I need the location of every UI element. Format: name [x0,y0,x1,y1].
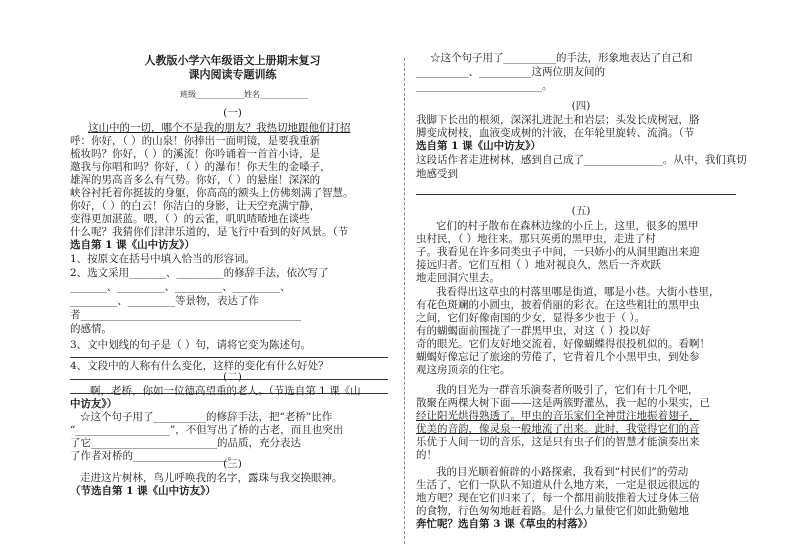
question-1: 1、按原文在括号中填入恰当的形容词。 [70,253,256,265]
section-2-heading: (二) [223,371,242,383]
passage-5-line: 有的蝴蝎面前围拢了一群黑甲虫，对这（ ）投以好 [416,325,651,337]
passage-5-line: 地方吧？现在它们归来了，每一个都用前肢推着大过身体三倍 [416,492,700,504]
passage-4-question: 这段话作者走进树林，感到自己成了_______________。从中，我们真切 [416,154,747,166]
class-name-line: 班级____________姓名____________ [180,90,308,99]
passage-2-source: 中访友》） [70,398,118,410]
passage-2-line: 啊，老桥，你如一位德高望重的老人。（节选自第 1 课《山 [90,385,361,397]
section-3-heading: (三) [223,458,242,470]
question-4: 4、文段中的人称有什么变化，这样的变化有什么好处？ [70,360,329,372]
passage-5-line: 地走回洞穴里去。 [416,272,500,284]
passage-3-question: ________________________。 [416,80,553,92]
section-4-heading: (四) [571,100,591,112]
question-2-line: 者__________________________________________ [70,309,301,321]
passage-5-line: 散聚在两棵大树下面——这是两簇野灌丛，我一起的小果实，已 [416,397,710,409]
passage-5-line: 之间，它们好像南国的少女，显得多少也于（ ）。 [416,312,646,324]
passage-5-line: 我的目光顺着俯辟的小路探索，我看到“村民们”的劳动 [436,466,689,478]
question-2-line: 的感情。 [70,323,112,335]
passage-2-question: “__________________”，不但写出了桥的古老，而且也突出 [70,424,344,436]
passage-3-question: ☆这个句子用了__________的手法，形象地表达了自己和 [430,52,693,64]
passage-5-line: 生活了，它们一队队不知道从什么地方来，一定是很远很远的 [416,479,700,491]
passage-4-line: 膊变成树枝，血液变成树的汁液，在年轮里旋转、流淌。（节 [416,127,695,139]
passage-1-line: 你好，（ ）的白云！你洁白的身影，让天空充满宁静， [70,200,321,212]
passage-3-question: __________、__________这两位朋友间的 [416,66,605,78]
passage-1-line: 邀我与你唱和吗？你好，（ ）的瀑布！你天生的金嗓子， [70,161,331,173]
passage-5-line: 它们的村子散布在森林边缘的小丘上，这里，很多的黑甲 [436,220,699,232]
passage-5-line: 有花色斑斓的小圆虫，披着俏丽的彩衣。在这些粗壮的黑甲虫 [416,299,700,311]
passage-4-question: 地感受到 [416,168,458,180]
passage-2-question: 了它________________________的品质，充分表达 [70,437,301,449]
passage-1-line: 这山中的一切，哪个不是我的朋友？我热切地跟他们打招 [88,122,351,134]
column-divider [404,58,405,544]
passage-5-line: 优美的音韵，像灵泉一般地流了出来。此时，我觉得它们的音 [416,423,700,435]
passage-5-line: 接远归者。它们互相（ ）地对视良久，然后一齐欢跃 [416,259,661,271]
passage-4-line: 我脚下长出的根须，深深扎进泥土和岩层；头发长成树冠，胳 [416,114,700,126]
passage-4-source: 选自第 1 课《山中访友》） [416,140,541,152]
passage-5-line: 虫村民，（ ）地往来。那只英勇的黑甲虫，走进了村 [416,233,656,245]
passage-5-source: 奔忙呢？选自第 3 课《草虫的村落》） [416,518,594,530]
passage-5-line: 乐优于人间一切的音乐，这是只有虫子们的智慧才能演奏出来 [416,436,700,448]
passage-1-line: 呼：你好，（ ）的山泉！你捧出一面明镜，是要我重新 [70,135,321,147]
passage-5-line: 经让阳光烘得熟透了。甲虫的音乐家们全神贯注地振着翅子， [416,410,700,422]
page-title: 人教版小学六年级语文上册期末复习 [144,54,321,67]
passage-2-question: 了作者对桥的__________________。 [70,450,238,462]
passage-5-line: 的食物，行色匆匆地赶着路。是什么力量使它们如此勤勉地 [416,505,689,517]
passage-5-line: 我看得出这草虫的村落里哪是街道，哪是小巷。大街小巷里， [436,286,720,298]
question-2: 2、选文采用_______、_________的修辞手法，依次写了 [70,267,329,279]
passage-3-source: （节选自第 1 课《山中访友》） [70,485,216,497]
passage-5-line: 的！ [416,449,437,461]
answer-line [70,357,388,358]
passage-1-line: 雄浑的男高音多么有气势。你好，（ ）的悬崖！深深的 [70,174,321,186]
passage-1-line: 变得更加湛蓝。喂，（ ）的云雀，叽叽喳喳地在谈些 [70,213,310,225]
question-3: 3、文中划线的句子是（ ）句，请将它变为陈述句。 [70,339,312,351]
section-5-heading: (五) [571,205,591,217]
passage-5-line: 我的目光为一群音乐演奏者所吸引了，它们有十几个吧， [436,384,699,396]
question-2-line: _______、_________、_________、_________、 [70,281,291,293]
answer-line [416,194,736,195]
name-label: 姓名 [244,90,260,99]
passage-1-line: 梳妆吗？你好，（ ）的溪流！你吟诵着一首首小诗，是 [70,148,321,160]
class-label: 班级 [180,90,196,99]
passage-1-line: 峡谷衬托着你挺拔的身躯，你高高的额头上仿佛刻满了智慧。 [70,187,354,199]
passage-5-line: 子。我看见在许多同类虫子中间，一只娇小的从洞里跑出来迎 [416,246,700,258]
question-2-line: _________、_________等景物，表达了作 [70,295,259,307]
passage-3-line: 走进这片树林，鸟儿呼唤我的名字，露珠与我交换眼神。 [80,472,343,484]
passage-1-source: 选自第 1 课《山中访友》） [70,239,195,251]
passage-2-question: ☆这个句子用了__________的修辞手法，把“老桥”比作 [80,411,333,423]
section-1-heading: (一) [223,107,242,119]
passage-1-line: 什么呢？我猜你们津津乐道的，是飞行中看到的好风景。（节 [70,226,349,238]
passage-5-line: 观这房顶亲的住宅。 [416,364,511,376]
passage-5-line: 奇的眼光。它们友好地交流着，好像蝴蝶得很投机似的。看啊！ [416,338,710,350]
passage-5-line: 蝴蝎好像忘记了旅途的劳倦了，它背着几个小黑甲虫，到处参 [416,351,700,363]
page-subtitle: 课内阅读专题训练 [188,68,277,81]
